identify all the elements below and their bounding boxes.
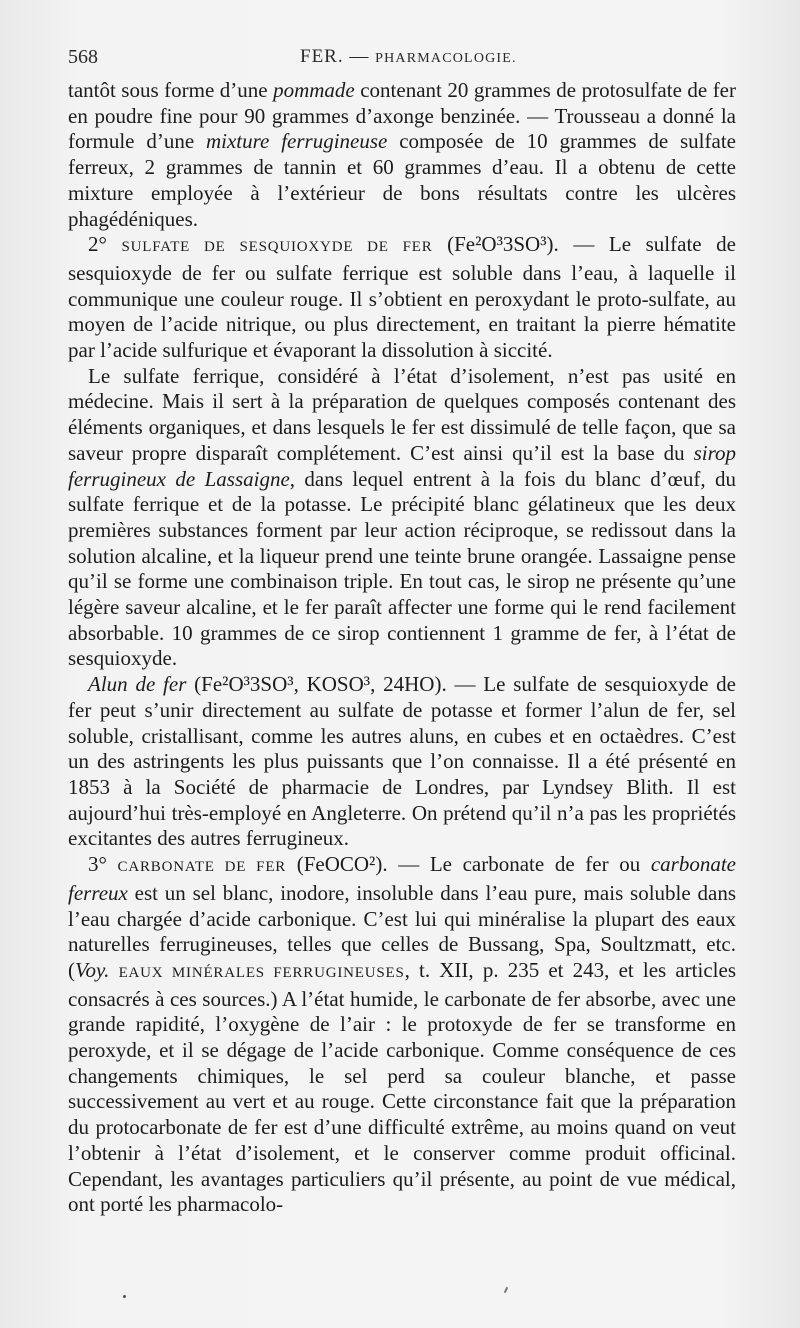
- text-span: (Fe²O³3SO³). — Le sulfate de sesquioxyde de fer ou sulfate ferrique est soluble dans l’eau, à laquelle il communique une couleur rouge. Il s’obtient en peroxydant le proto-sulfate, au moyen de l’acide nitrique, ou plus directement, en traitant la pierre hématite par l’acide sulfurique et évaporant la dissolution à siccité.: [68, 232, 736, 363]
- page-number: 568: [68, 46, 98, 68]
- header-title: [300, 44, 517, 72]
- header-title-main: FER. —: [300, 46, 370, 67]
- italic-term: carbonate ferreux: [68, 852, 736, 905]
- body-text: [68, 78, 736, 1218]
- paragraph-pommade: [68, 78, 736, 232]
- text-span: tantôt sous forme d’une: [68, 78, 274, 102]
- paragraph-alun-de-fer: [68, 672, 736, 852]
- italic-abbreviation: Voy.: [75, 957, 110, 982]
- italic-term: sirop ferrugineux de Lassaigne: [68, 440, 736, 491]
- text-span: (FeOCO²). — Le carbonate de fer ou: [286, 852, 651, 877]
- section-number: 2°: [88, 232, 122, 257]
- print-speck: [504, 1287, 508, 1293]
- text-span: Le sulfate ferrique, considéré à l’état d’isolement, n’est pas usité en médecine. Mais il sert à la préparation de quelques composés contenant des éléments organiques, et dans lesquels le fer est dissimulé de telle façon, que sa saveur propre disparaît complétement. C’est ainsi qu’il est la base du: [68, 363, 736, 465]
- text-span: est un sel blanc, inodore, insoluble dans l’eau pure, mais soluble dans l’eau chargée d’acide carbonique. C’est lui qui minéralise la plupart des eaux naturelles ferrugineuses, telles que celles de Bussang, Spa, Soultzmatt, etc. (: [68, 880, 736, 982]
- paragraph-sulfate-sesquioxyde: [68, 232, 736, 364]
- paragraph-carbonate-de-fer: [68, 852, 736, 1218]
- running-header: [68, 44, 736, 70]
- italic-term: mixture ferrugineuse: [205, 129, 388, 154]
- section-number: 3°: [88, 852, 118, 877]
- cross-reference: EAUX MINÉRALES FERRUGINEUSES: [118, 964, 405, 981]
- print-speck: [123, 1295, 126, 1298]
- section-heading: CARBONATE DE FER: [117, 859, 287, 876]
- paragraph-sulfate-ferrique: [68, 364, 736, 672]
- text-span: contenant 20 grammes de protosulfate de fer en poudre fine pour 90 grammes d’axonge benzinée. — Trousseau a donné la formule d’une: [68, 78, 736, 154]
- text-span: [109, 958, 118, 982]
- header-title-section: PHARMACOLOGIE.: [375, 51, 517, 66]
- italic-term: pommade: [273, 78, 355, 102]
- italic-heading: Alun de fer: [88, 672, 187, 697]
- text-span: , t. XII, p. 235 et 243, et les articles consacrés à ces sources.) A l’état humide, le carbonate de fer absorbe, avec une grande rapidité, l’oxygène de l’air : le protoxyde de fer se transforme en peroxyde, et il se dégage de l’acide carbonique. Comme conséquence de ces changements chimiques, le sel perd sa couleur blanche, et passe successivement au vert et au rouge. Cette circonstance fait que la préparation du protocarbonate de fer est d’une difficulté extrême, au moins quand on veut l’obtenir à l’état d’isolement, et le conserver comme produit officinal. Cependant, les avantages particuliers qu’il présente, au point de vue médical, ont porté les pharmacolo-: [68, 957, 736, 1217]
- text-span: composée de 10 grammes de sulfate ferreux, 2 grammes de tannin et 60 grammes d’eau. Il a obtenu de cette mixture employée à l’extérieur de bons résultats contre les ulcères phagédéniques.: [68, 129, 736, 231]
- text-span: (Fe²O³3SO³, KOSO³, 24HO). — Le sulfate de sesquioxyde de fer peut s’unir directement au sulfate de potasse et former l’alun de fer, sel soluble, cristallisant, comme les autres aluns, en cubes et en octaèdres. C’est un des astringents les plus puissants que l’on connaisse. Il a été présenté en 1853 à la Société de pharmacie de Londres, par Lyndsey Blith. Il est aujourd’hui très-employé en Angleterre. On prétend qu’il n’a pas les propriétés excitantes des autres ferrugineux.: [68, 672, 736, 851]
- text-span: , dans lequel entrent à la fois du blanc d’œuf, du sulfate ferrique et de la potasse. Le précipité blanc gélatineux que les deux premières substances forment par leur action réciproque, se redissout dans la solution alcaline, et la liqueur prend une teinte brune orangée. Lassaigne pense qu’il se forme une combinaison triple. En tout cas, le sirop ne présente qu’une légère saveur alcaline, et le fer paraît affecter une forme qui le rend facilement absorbable. 10 grammes de ce sirop contiennent 1 gramme de fer, à l’état de sesquioxyde.: [68, 466, 736, 671]
- section-heading: SULFATE DE SESQUIOXYDE DE FER: [121, 239, 433, 256]
